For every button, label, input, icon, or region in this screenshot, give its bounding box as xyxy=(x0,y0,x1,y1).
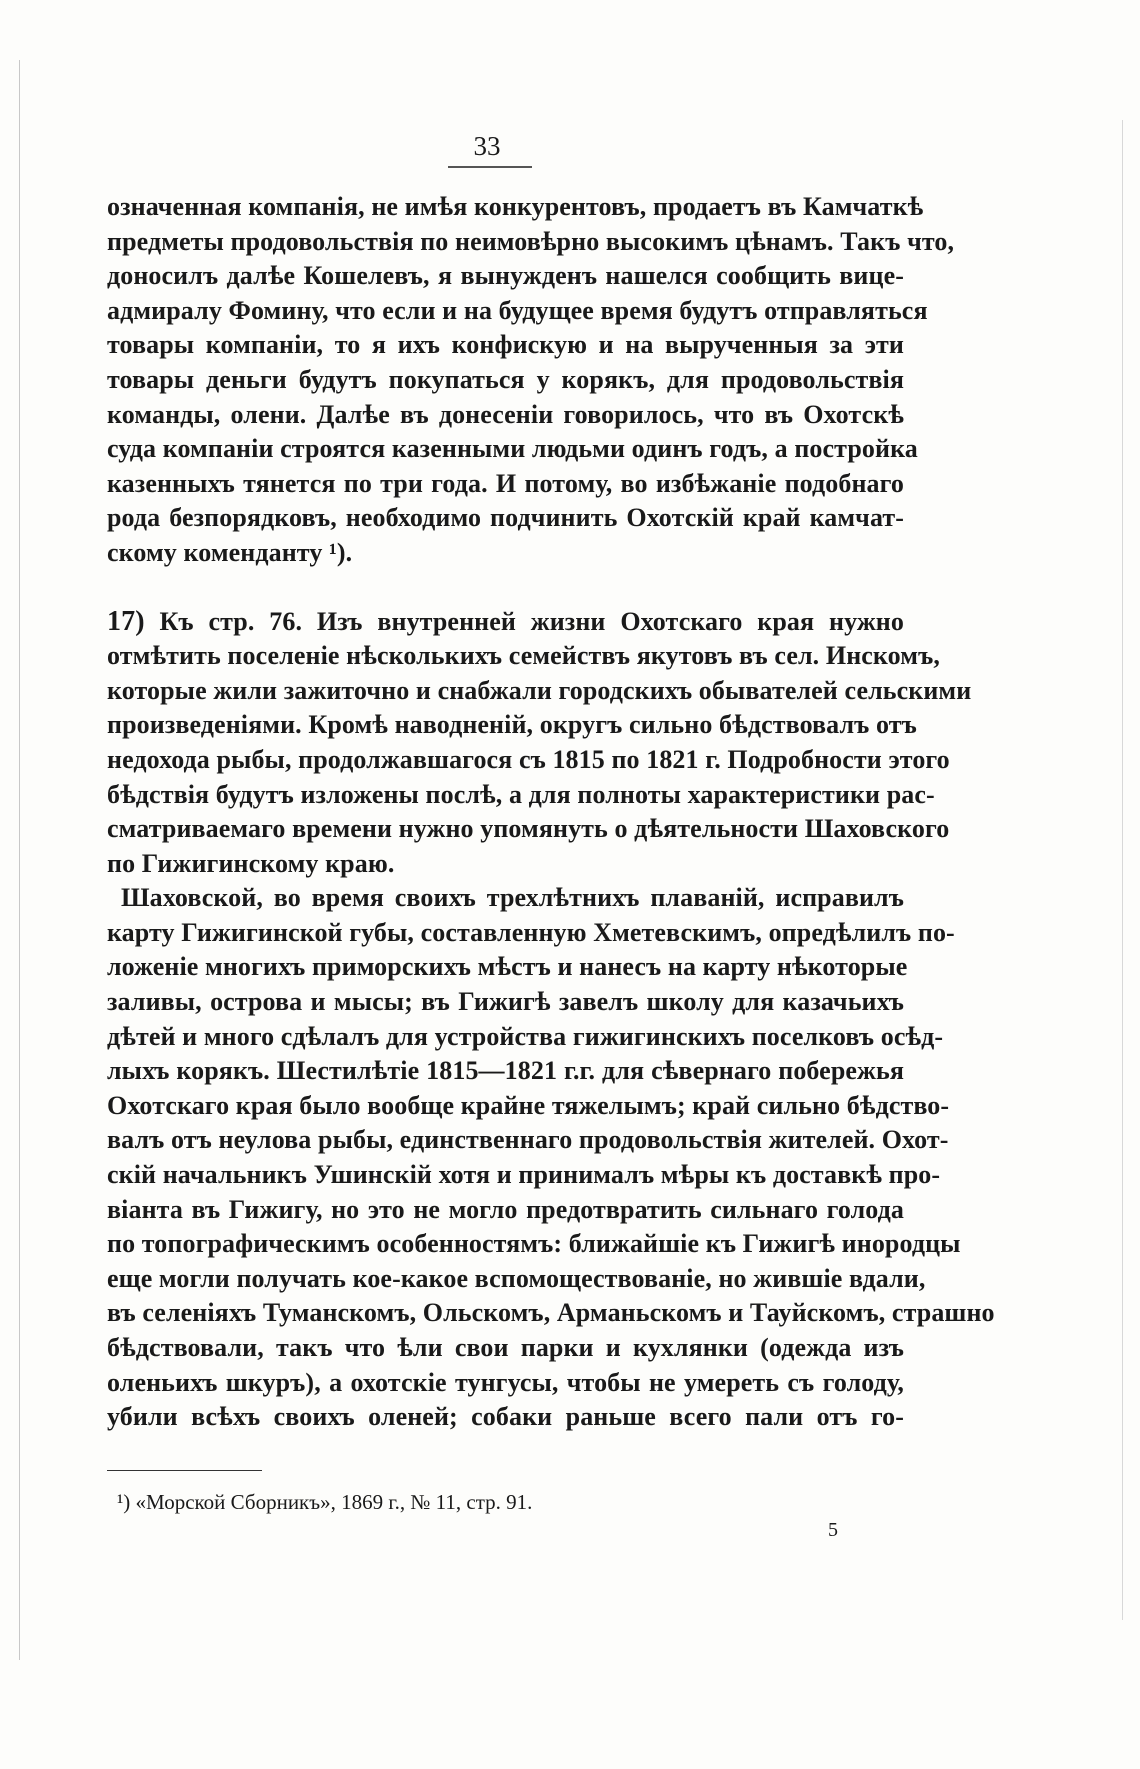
text-line: скому коменданту ¹). xyxy=(107,537,353,567)
text-line: бѣдствовали, такъ что ѣли свои парки и кухлянки (одежда изъ xyxy=(107,1333,904,1362)
text-line: вiанта въ Гижигу, но это не могло предотвратить сильнаго голода xyxy=(107,1194,904,1224)
text-line: дѣтей и много сдѣлалъ для устройства гижигинскихъ поселковъ осѣд- xyxy=(107,1021,944,1051)
text-line: товары компанiи, то я ихъ конфискую и на вырученныя за эти xyxy=(107,330,904,360)
text-line: заливы, острова и мысы; въ Гижигѣ завелъ школу для казачьихъ xyxy=(107,987,904,1017)
text-line xyxy=(107,605,904,640)
text-line: казенныхъ тянется по три года. И потому, во избѣжанiе подобнаго xyxy=(107,468,904,498)
footnote: ¹) «Морской Сборникъ», 1869 г., № 11, стр. 91. xyxy=(117,1490,533,1514)
text-line: товары деньги будутъ покупаться у корякъ, для продовольствiя xyxy=(107,364,904,394)
text-line: ложенiе многихъ приморскихъ мѣстъ и нанесъ на карту нѣкоторые xyxy=(107,952,908,982)
text-line: Охотскаго края было вообще крайне тяжелымъ; край сильно бѣдство- xyxy=(107,1090,950,1120)
text-line: скiй начальникъ Ушинскiй хотя и принималъ мѣры къ доставкѣ про- xyxy=(107,1160,941,1190)
printer-signature-mark: 5 xyxy=(828,1519,838,1541)
text-line: которые жили зажиточно и снабжали городскихъ обывателей сельскими xyxy=(107,675,972,705)
scan-edge-right xyxy=(1122,120,1123,1620)
text-line: убили всѣхъ своихъ оленей; собаки раньше всего пали отъ го- xyxy=(107,1402,904,1432)
text-line: валъ отъ неулова рыбы, единственнаго продовольствiя жителей. Охот- xyxy=(107,1125,949,1155)
text-line: команды, олени. Далѣе въ донесенiи говорилось, что въ Охотскѣ xyxy=(107,399,904,429)
note-number: 17) xyxy=(107,605,145,637)
paragraph-3 xyxy=(107,881,995,1435)
text-line: адмиралу Фомину, что если и на будущее время будутъ отправляться xyxy=(107,295,928,325)
text-line: Шаховской, во время своихъ трехлѣтнихъ плаванiй, исправилъ xyxy=(121,883,904,913)
text-line: еще могли получать кое-какое вспомоществованiе, но жившiе вдали, xyxy=(107,1263,926,1293)
main-text xyxy=(107,190,995,1435)
text-line: оленьихъ шкуръ), а охотскiе тунгусы, чтобы не умереть съ голоду, xyxy=(107,1367,904,1397)
text-line: рода безпорядковъ, необходимо подчинить Охотскiй край камчат- xyxy=(107,503,904,533)
page-number-rule xyxy=(448,166,532,168)
note-first-line: Къ стр. 76. Изъ внутренней жизни Охотскаго края нужно xyxy=(159,606,904,636)
scan-edge-left xyxy=(19,60,20,1660)
text-line: карту Гижигинской губы, составленную Хметевскимъ, опредѣлилъ по- xyxy=(107,917,955,947)
page-number: 33 xyxy=(473,131,501,161)
text-line: отмѣтить поселенiе нѣсколькихъ семействъ якутовъ въ сел. Инскомъ, xyxy=(107,641,940,671)
section-gap xyxy=(107,571,904,605)
text-line: въ селенiяхъ Туманскомъ, Ольскомъ, Арманьскомъ и Тауйскомъ, страшно xyxy=(107,1298,995,1328)
text-line: лыхъ корякъ. Шестилѣтiе 1815—1821 г.г. для сѣвернаго побережья xyxy=(107,1056,904,1086)
text-line: по топографическимъ особенностямъ: ближайшiе къ Гижигѣ инородцы xyxy=(107,1229,961,1259)
text-line: означенная компанiя, не имѣя конкурентовъ, продаетъ въ Камчаткѣ xyxy=(107,192,924,221)
text-line: недохода рыбы, продолжавшагося съ 1815 по 1821 г. Подробности этого xyxy=(107,744,950,774)
note-17 xyxy=(107,605,972,882)
footnote-rule xyxy=(107,1470,262,1471)
text-line: суда компанiи строятся казенными людьми одинъ годъ, а постройка xyxy=(107,434,918,464)
text-line: бѣдствiя будутъ изложены послѣ, а для полноты характеристики рас- xyxy=(107,779,935,809)
text-line: доносилъ далѣе Кошелевъ, я вынужденъ нашелся сообщить вице- xyxy=(107,261,904,291)
text-line: предметы продовольствiя по неимовѣрно высокимъ цѣнамъ. Такъ что, xyxy=(107,226,955,256)
text-line: по Гижигинскому краю. xyxy=(107,848,395,878)
paragraph-1 xyxy=(107,190,955,571)
text-line: сматриваемаго времени нужно упомянуть о дѣятельности Шаховского xyxy=(107,814,950,844)
text-line: произведенiями. Кромѣ наводненiй, округъ сильно бѣдствовалъ отъ xyxy=(107,710,917,740)
